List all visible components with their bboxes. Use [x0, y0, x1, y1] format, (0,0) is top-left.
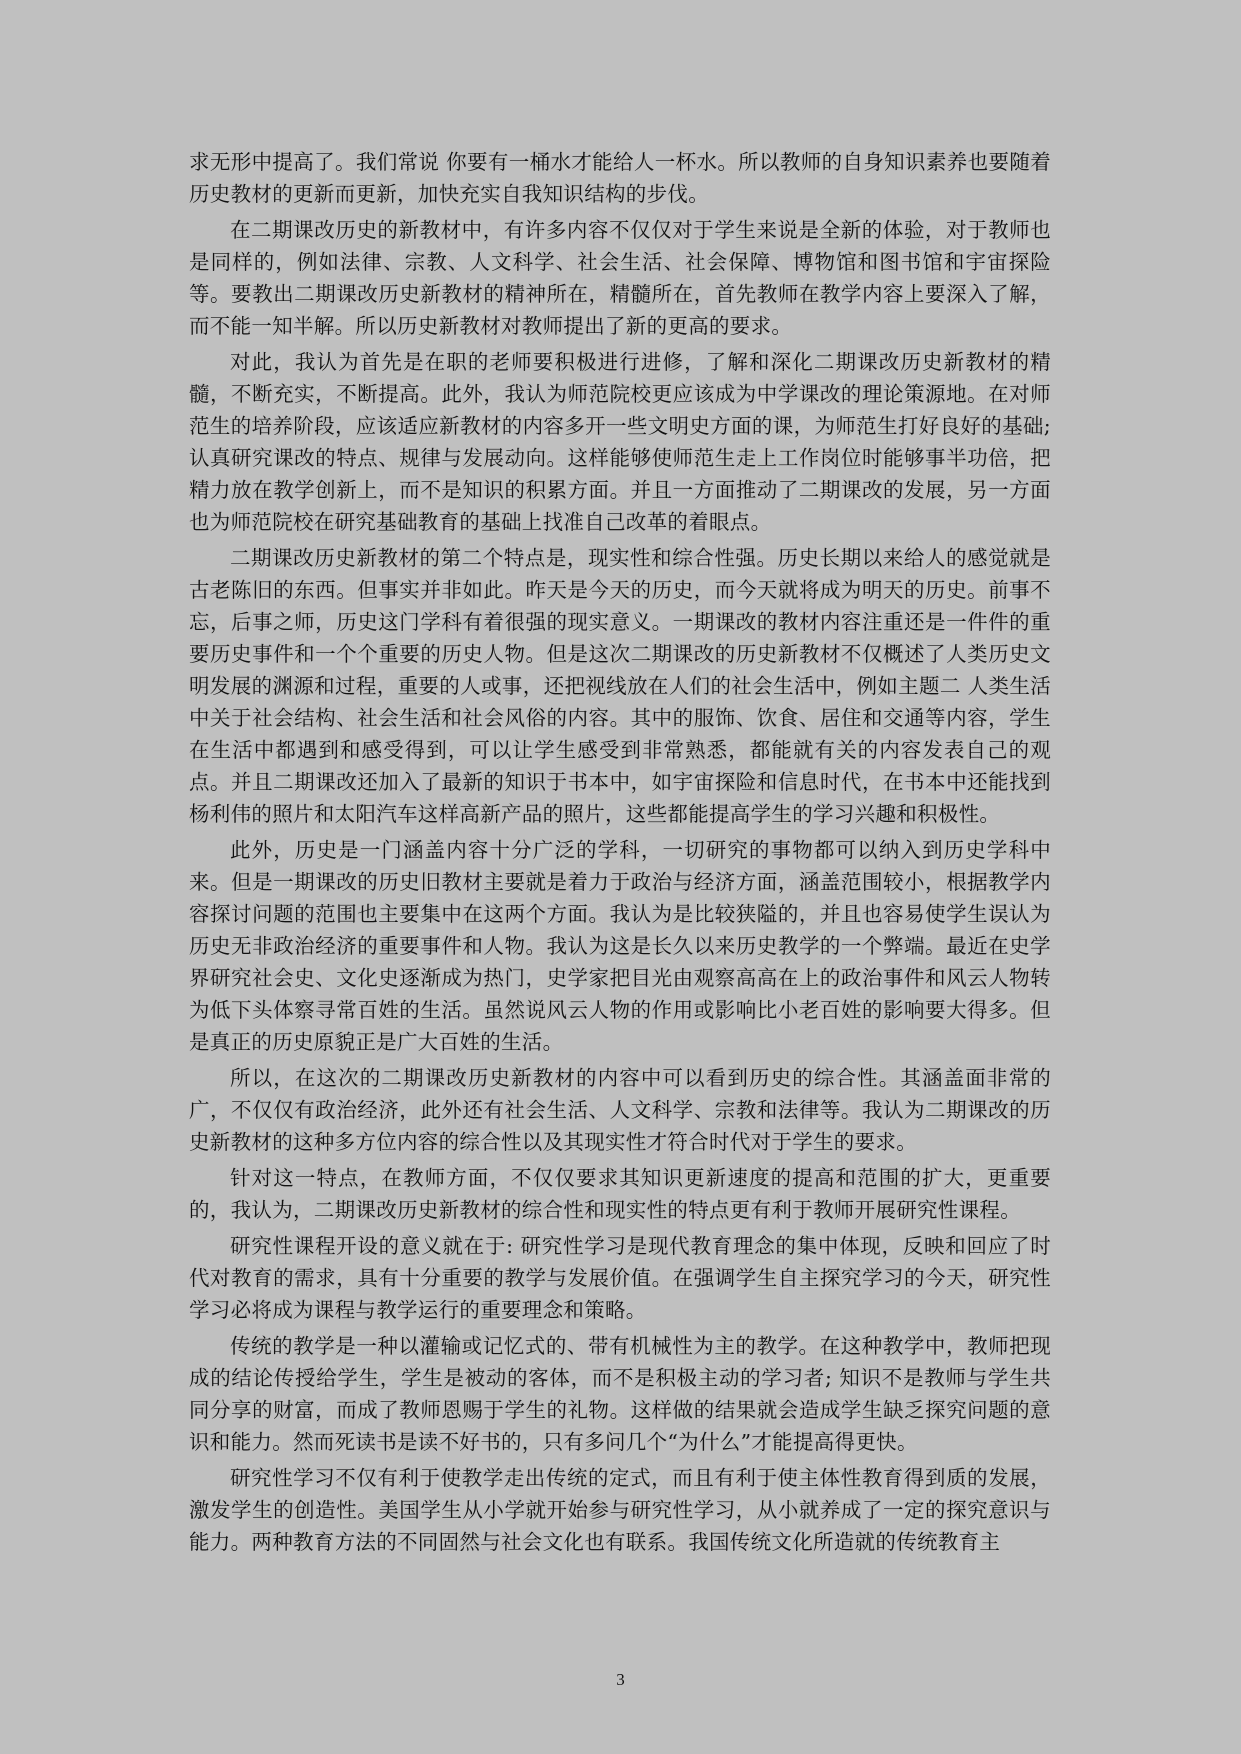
body-text	[189, 146, 1051, 1562]
paragraph: 求无形中提高了。我们常说 你要有一桶水才能给人一杯水。所以教师的自身知识素养也要随着历史教材的更新而更新，加快充实自我知识结构的步伐。	[189, 150, 1051, 206]
paragraph: 在二期课改历史的新教材中，有许多内容不仅仅对于学生来说是全新的体验，对于教师也是同样的，例如法律、宗教、人文科学、社会生活、社会保障、博物馆和图书馆和宇宙探险等。要教出二期课改历史新教材的精神所在，精髓所在，首先教师在教学内容上要深入了解，而不能一知半解。所以历史新教材对教师提出了新的更高的要求。	[189, 218, 1051, 338]
paragraph: 研究性课程开设的意义就在于: 研究性学习是现代教育理念的集中体现，反映和回应了时代对教育的需求，具有十分重要的教学与发展价值。在强调学生自主探究学习的今天，研究性学习必将成为课程与教学运行的重要理念和策略。	[189, 1234, 1051, 1322]
paragraph: 此外，历史是一门涵盖内容十分广泛的学科，一切研究的事物都可以纳入到历史学科中来。但是一期课改的历史旧教材主要就是着力于政治与经济方面，涵盖范围较小，根据教学内容探讨问题的范围也主要集中在这两个方面。我认为是比较狭隘的，并且也容易使学生误认为历史无非政治经济的重要事件和人物。我认为这是长久以来历史教学的一个弊端。最近在史学界研究社会史、文化史逐渐成为热门，史学家把目光由观察高高在上的政治事件和风云人物转为低下头体察寻常百姓的生活。虽然说风云人物的作用或影响比小老百姓的影响要大得多。但是真正的历史原貌正是广大百姓的生活。	[189, 838, 1051, 1054]
page-number: 3	[616, 1670, 625, 1689]
paragraph: 二期课改历史新教材的第二个特点是，现实性和综合性强。历史长期以来给人的感觉就是古老陈旧的东西。但事实并非如此。昨天是今天的历史，而今天就将成为明天的历史。前事不忘，后事之师，历史这门学科有着很强的现实意义。一期课改的教材内容注重还是一件件的重要历史事件和一个个重要的历史人物。但是这次二期课改的历史新教材不仅概述了人类历史文明发展的渊源和过程，重要的人或事，还把视线放在人们的社会生活中，例如主题二 人类生活中关于社会结构、社会生活和社会风俗的内容。其中的服饰、饮食、居住和交通等内容，学生在生活中都遇到和感受得到，可以让学生感受到非常熟悉，都能就有关的内容发表自己的观点。并且二期课改还加入了最新的知识于书本中，如宇宙探险和信息时代，在书本中还能找到杨利伟的照片和太阳汽车这样高新产品的照片，这些都能提高学生的学习兴趣和积极性。	[189, 546, 1051, 826]
paragraph: 针对这一特点，在教师方面，不仅仅要求其知识更新速度的提高和范围的扩大，更重要的，我认为，二期课改历史新教材的综合性和现实性的特点更有利于教师开展研究性课程。	[189, 1166, 1051, 1222]
paragraph: 研究性学习不仅有利于使教学走出传统的定式，而且有利于使主体性教育得到质的发展，激发学生的创造性。美国学生从小学就开始参与研究性学习，从小就养成了一定的探究意识与能力。两种教育方法的不同固然与社会文化也有联系。我国传统文化所造就的传统教育主	[189, 1466, 1051, 1554]
paragraph: 所以，在这次的二期课改历史新教材的内容中可以看到历史的综合性。其涵盖面非常的广，不仅仅有政治经济，此外还有社会生活、人文科学、宗教和法律等。我认为二期课改的历史新教材的这种多方位内容的综合性以及其现实性才符合时代对于学生的要求。	[189, 1066, 1051, 1154]
paragraph: 对此，我认为首先是在职的老师要积极进行进修，了解和深化二期课改历史新教材的精髓，不断充实，不断提高。此外，我认为师范院校更应该成为中学课改的理论策源地。在对师范生的培养阶段，应该适应新教材的内容多开一些文明史方面的课，为师范生打好良好的基础; 认真研究课改的特点、规律与发展动向。这样能够使师范生走上工作岗位时能够事半功倍，把精力放在教学创新上，而不是知识的积累方面。并且一方面推动了二期课改的发展，另一方面也为师范院校在研究基础教育的基础上找准自己改革的着眼点。	[189, 350, 1051, 534]
paragraph: 传统的教学是一种以灌输或记忆式的、带有机械性为主的教学。在这种教学中，教师把现成的结论传授给学生，学生是被动的客体，而不是积极主动的学习者; 知识不是教师与学生共同分享的财富，而成了教师恩赐于学生的礼物。这样做的结果就会造成学生缺乏探究问题的意识和能力。然而死读书是读不好书的，只有多问几个“为什么”才能提高得更快。	[189, 1334, 1051, 1454]
